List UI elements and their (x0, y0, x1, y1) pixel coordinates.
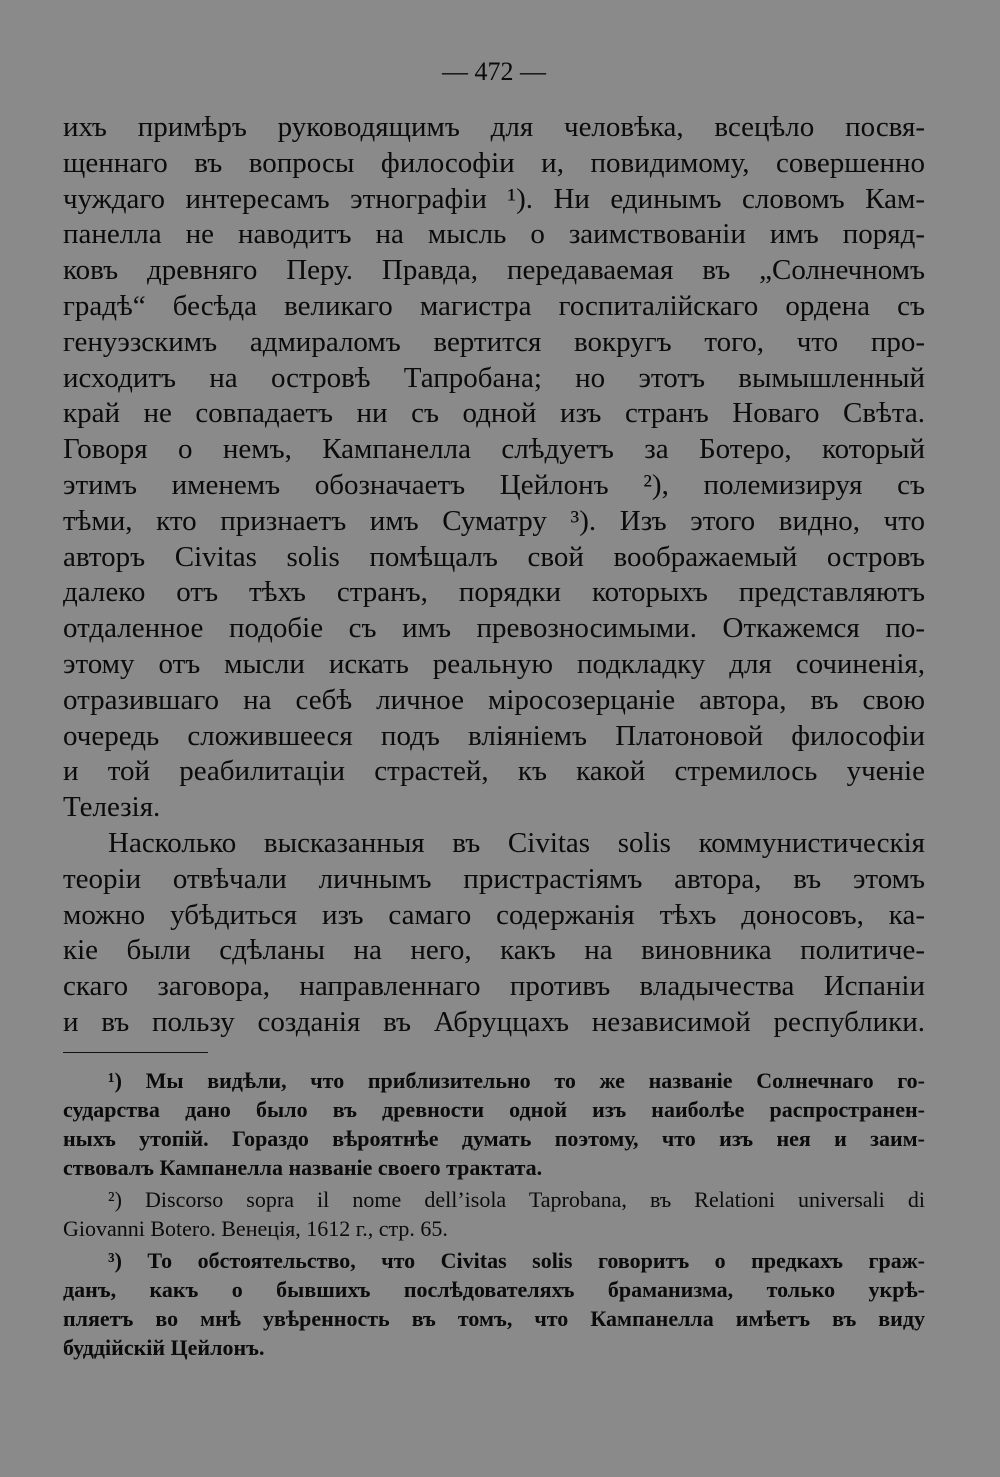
text-line: генуэзскимъ адмираломъ вертится вокругъ того, что про- (63, 325, 925, 358)
text-line: отдаленное подобіе съ имъ превозносимыми. Откажемся по- (63, 612, 925, 645)
paragraph-2 (63, 826, 925, 1041)
footnote-line: данъ, какъ о бывшихъ послѣдователяхъ браманизма, только укрѣ- (63, 1277, 925, 1302)
text-line: этимъ именемъ обозначаетъ Цейлонъ ²), полемизируя съ (63, 468, 925, 501)
text-line: ковъ древняго Перу. Правда, передаваемая въ „Солнечномъ (63, 254, 925, 287)
footnote-line: ныхъ утопій. Гораздо вѣроятнѣе думать поэтому, что изъ нея и заим- (63, 1126, 925, 1151)
text-line: можно убѣдиться изъ самаго содержанія тѣхъ доносовъ, ка- (63, 898, 925, 931)
text-line: теоріи отвѣчали личнымъ пристрастіямъ автора, въ этомъ (63, 862, 925, 895)
text-line: Насколько высказанныя въ Civitas solis коммунистическія (108, 826, 925, 859)
footnote-line: Giovanni Botero. Венеція, 1612 г., стр. 65. (63, 1216, 448, 1241)
text-line: скаго заговора, направленнаго противъ владычества Испаніи (63, 970, 925, 1003)
text-line: Говоря о немъ, Кампанелла слѣдуетъ за Ботеро, который (63, 433, 925, 466)
footnote-separator (63, 1052, 208, 1053)
main-text (63, 110, 925, 1041)
text-line: далеко отъ тѣхъ странъ, порядки которыхъ представляютъ (63, 576, 925, 609)
text-line: край не совпадаетъ ни съ одной изъ странъ Новаго Свѣта. (63, 397, 925, 430)
text-line: отразившаго на себѣ личное міросозерцаніе автора, въ свою (63, 683, 925, 716)
page-number: — 472 — (442, 57, 546, 86)
text-line: Телезія. (63, 791, 161, 824)
footnote-line: ³) То обстоятельство, что Civitas solis говоритъ о предкахъ граж- (108, 1248, 925, 1273)
footnote-line: ствовалъ Кампанелла названіе своего трактата. (63, 1155, 543, 1180)
text-line: градѣ“ бесѣда великаго магистра госпиталійскаго ордена съ (63, 289, 925, 322)
text-line: и въ пользу созданія въ Абруццахъ независимой республики. (63, 1005, 925, 1038)
text-line: исходитъ на островѣ Тапробана; но этотъ вымышленный (63, 361, 925, 394)
text-line: очередь сложившееся подъ вліяніемъ Платоновой философіи (63, 719, 925, 752)
footnotes (63, 1066, 925, 1362)
text-line: панелла не наводитъ на мысль о заимствованіи имъ поряд- (63, 218, 925, 251)
text-line: щеннаго въ вопросы философіи и, повидимому, совершенно (63, 146, 925, 179)
footnote-line: ¹) Мы видѣли, что приблизительно то же названіе Солнечнаго го- (108, 1068, 925, 1093)
footnote-2 (63, 1185, 925, 1243)
text-line: кіе были сдѣланы на него, какъ на виновника политиче- (63, 934, 925, 967)
text-line: ихъ примѣръ руководящимъ для человѣка, всецѣло посвя- (63, 111, 925, 143)
text-line: авторъ Civitas solis помѣщалъ свой воображаемый островъ (63, 540, 925, 573)
text-line: чуждаго интересамъ этнографіи ¹). Ни единымъ словомъ Кам- (63, 182, 925, 215)
footnote-3 (63, 1246, 925, 1362)
footnote-line: ²) Discorso sopra il nome dell’isola Taprobana, въ Relationi universali di (108, 1187, 925, 1212)
footnote-line: пляетъ во мнѣ увѣренность въ томъ, что Кампанелла имѣетъ въ виду (63, 1306, 925, 1331)
text-line: этому отъ мысли искать реальную подкладку для сочиненія, (63, 647, 925, 680)
text-line: тѣми, кто признаетъ имъ Суматру ³). Изъ этого видно, что (63, 504, 925, 537)
footnote-line: буддійскій Цейлонъ. (63, 1335, 265, 1360)
footnote-line: сударства дано было въ древности одной изъ наиболѣе распространен- (63, 1097, 925, 1122)
footnote-1 (63, 1066, 925, 1182)
paragraph-1 (63, 110, 925, 826)
text-line: и той реабилитаціи страстей, къ какой стремилось ученіе (63, 755, 925, 788)
